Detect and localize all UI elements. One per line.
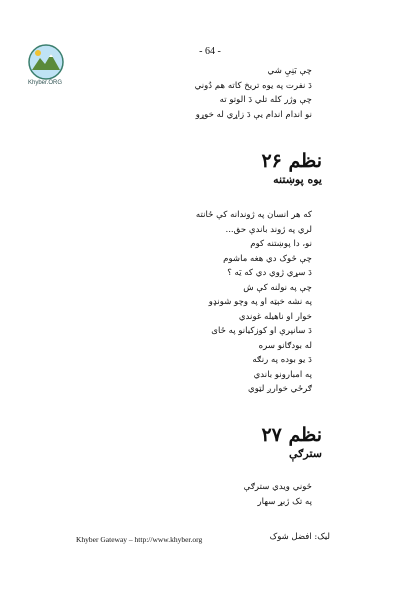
poem-26-heading bbox=[261, 150, 322, 188]
poem-line: نو، دا پوښتنه کوم bbox=[250, 239, 312, 249]
poem-26-body bbox=[196, 208, 312, 397]
poem-line: دَ سانپرې او کوزکيانو په ځای bbox=[211, 326, 312, 336]
poem-subtitle: سترګې bbox=[288, 447, 322, 460]
poem-line: نو اندام اندام يې دَ زاړي له خوړو bbox=[195, 109, 312, 120]
poem-subtitle: يوه پوښتنه bbox=[273, 173, 322, 186]
page-number: - 64 - bbox=[199, 46, 221, 57]
poem-line: چې څوک دي هغه ماشوم bbox=[223, 253, 312, 264]
stanza-top bbox=[195, 64, 312, 122]
logo-text: Khyber.ORG bbox=[27, 80, 62, 86]
poem-27-heading bbox=[261, 424, 322, 462]
poem-line: چې په نولنه کې ش bbox=[243, 282, 312, 293]
poem-title: نظم ۲۶ bbox=[261, 150, 322, 172]
poem-line: په تک ژبړ سهار bbox=[257, 496, 312, 507]
poem-line: دَ يو بوده په رنګه bbox=[252, 355, 312, 365]
poem-line: ګرځي خوارږ لټوي bbox=[248, 384, 312, 394]
poem-line: په نشه خېټه او په وچو شونډو bbox=[208, 297, 312, 307]
footer-source: Khyber Gateway – http://www.khyber.org bbox=[76, 535, 203, 544]
poem-27-body bbox=[244, 480, 312, 509]
poem-title: نظم ۲۷ bbox=[261, 424, 322, 446]
khyber-logo-icon bbox=[28, 44, 64, 80]
poem-line: دَ نفرت په يوه تريخ کاته هم دُوني bbox=[194, 80, 312, 91]
footer-author: ليک: افضل شوک bbox=[269, 532, 330, 542]
poem-line: که هر انسان په ژوندانه کې ځانته bbox=[195, 210, 312, 220]
poem-line: خوار او ناهيله غوندي bbox=[238, 311, 312, 322]
poem-line: چې وژر کله تلي دَ الوتو ته bbox=[219, 95, 312, 105]
poem-line: په امبارونو باندي bbox=[253, 369, 312, 380]
poem-line: چې بَنِيِ شي bbox=[267, 66, 312, 76]
poem-line: لري په ژوند باندې حق... bbox=[225, 224, 312, 235]
poem-line: څوني ويدي سترګې bbox=[243, 482, 312, 492]
poem-line: له بودګانو سره bbox=[258, 340, 312, 351]
poem-line: دَ سړي ژوي دي که يَه ؟ bbox=[227, 268, 312, 278]
